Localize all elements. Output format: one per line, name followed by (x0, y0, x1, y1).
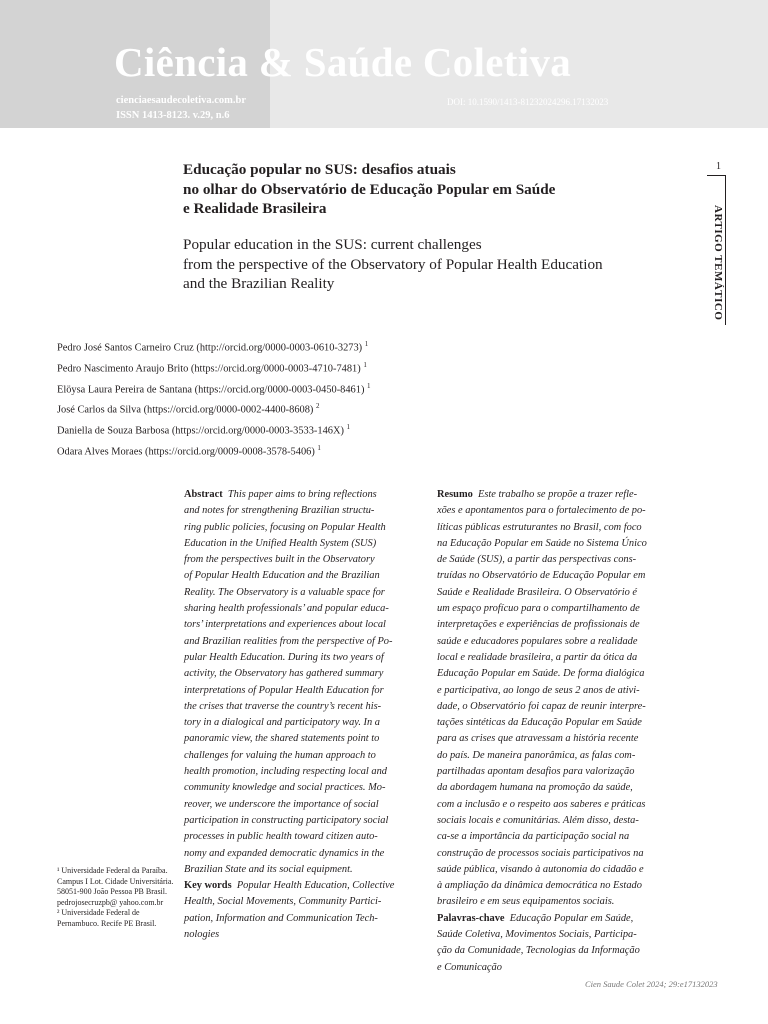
resumo-line: local e realidade brasileira, a partir da ótica da (437, 651, 638, 663)
resumo-line: saúde pública, visando à autonomia do cidadão e (437, 863, 644, 875)
abstract-line: tory in a dialogical and participatory way. In a (184, 717, 380, 729)
abstract-line: of Popular Health Education and the Brazilian (184, 570, 380, 582)
author-text: Daniella de Souza Barbosa (https://orcid.org/0000-0003-3533-146X) (57, 425, 344, 437)
journal-name: Ciência & Saúde Coletiva (114, 39, 572, 85)
resumo-label: Resumo (437, 489, 473, 500)
keywords-label: Key words (184, 880, 232, 892)
keywords-line: Saúde Coletiva, Movimentos Sociais, Participa- (437, 929, 637, 941)
resumo-line: tações sintéticas da Educação Popular em Saúde (437, 717, 642, 729)
abstract-line: health promotion, including respecting local and (184, 766, 387, 778)
resumo-line: e participativa, ao longo de seus 2 anos de ativi- (437, 684, 640, 696)
abstract-line: nomy and expanded democratic dynamics in the (184, 847, 385, 859)
author-affiliation-mark: 1 (364, 340, 369, 348)
abstract-line: Education in the Unified Health System (SUS) (184, 537, 377, 549)
resumo-line: Educação Popular em Saúde. De forma dialógica (437, 668, 645, 680)
resumo-line: um espaço profícuo para o compartilhamento de (437, 603, 640, 615)
resumo-body (437, 487, 673, 911)
affiliations (57, 866, 177, 930)
abstract-line: processes in public health toward citizen auto- (184, 831, 378, 843)
author-affiliation-mark: 1 (367, 381, 371, 390)
journal-issn: ISSN 1413-8123. v.29, n.6 (116, 110, 230, 121)
abstract-body (184, 487, 420, 878)
keywords-line: nologies (184, 929, 220, 941)
abstract-label: Abstract (184, 489, 223, 500)
page-number: 1 (716, 161, 721, 172)
abstract-line: panoramic view, the shared statements point to (184, 733, 380, 745)
resumo-line: na Educação Popular em Saúde no Sistema Único (437, 537, 647, 549)
abstract-line: participation in constructing participatory social (184, 814, 389, 826)
doi: DOI: 10.1590/1413-81232024296.17132023 (447, 97, 609, 107)
title-line: Educação popular no SUS: desafios atuais (183, 161, 456, 178)
abstract-line: Reality. The Observatory is a valuable space for (184, 586, 385, 598)
author-entry (57, 398, 371, 419)
abstract-keywords (184, 878, 420, 943)
keywords-line: e Comunicação (437, 961, 502, 973)
keywords-line: ção da Comunidade, Tecnologias da Informação (437, 945, 640, 957)
abstract-line: and notes for strengthening Brazilian structu- (184, 505, 375, 517)
resumo-line: ca-se a importância da participação social na (437, 831, 630, 843)
abstract-line: activity, the Observatory has gathered summary (184, 668, 384, 680)
resumo-line: da abordagem humana na promoção da saúde, (437, 782, 633, 794)
resumo-keywords (437, 911, 673, 976)
resumo-line: líticas públicas estruturantes no Brasil, com foco (437, 521, 642, 533)
resumo-line: partilhadas apontam desafios para valorização (437, 766, 635, 778)
author-entry (57, 336, 371, 357)
abstract-line: and Brazilian realities from the perspective of Po- (184, 635, 393, 647)
abstract-line: Brazilian State and its social equipment. (184, 863, 353, 875)
palavras-chave-label: Palavras-chave (437, 912, 505, 924)
resumo-line: para as crises que atravessam a história recente (437, 733, 639, 745)
title-line: and the Brazilian Reality (183, 275, 335, 292)
title-portuguese (183, 160, 683, 219)
resumo-line: do país. De maneira panorâmica, as falas com- (437, 749, 636, 761)
author-list (57, 336, 371, 461)
abstract-line: This paper aims to bring reflections (227, 489, 377, 500)
resumo-line: Saúde e Realidade Brasileira. O Observatório é (437, 586, 637, 598)
abstract-line: tors’ interpretations and experiences about local (184, 619, 386, 631)
resumo-line: xões e apontamentos para o fortalecimento de po- (437, 505, 646, 517)
affiliation-2: ² Universidade Federal de Pernambuco. Recife PE Brasil. (57, 908, 157, 928)
abstract-line: reover, we underscore the importance of social (184, 798, 379, 810)
abstract-line: community knowledge and social practices. Mo- (184, 782, 386, 794)
title-line: e Realidade Brasileira (183, 200, 327, 217)
journal-meta (116, 93, 246, 123)
title-line: Popular education in the SUS: current challenges (183, 236, 482, 253)
resumo-line: saúde e educadores populares sobre a realidade (437, 635, 638, 647)
keywords-line: Health, Social Movements, Community Partici- (184, 896, 382, 908)
abstract-line: from the perspectives built in the Observatory (184, 554, 375, 566)
abstract-line: the crises that traverse the country’s recent his- (184, 700, 382, 712)
abstract-line: pular Health Education. During its two years of (184, 651, 384, 663)
affiliation-1: ¹ Universidade Federal da Paraíba. Campus I Lot. Cidade Universitária. 58051-900 João Pessoa PB Brasil. pedrojosecruzpb@ yahoo.com.br (57, 866, 174, 907)
resumo-line: de Saúde (SUS), a partir das perspectivas cons- (437, 554, 637, 566)
abstract-line: ring public policies, focusing on Popular Health (184, 521, 386, 533)
title-line: no olhar do Observatório de Educação Popular em Saúde (183, 180, 556, 198)
keywords-line: Educação Popular em Saúde, (509, 912, 634, 924)
resumo-line: Este trabalho se propõe a trazer refle- (478, 489, 638, 500)
author-entry (57, 378, 371, 399)
citation-footer: Cien Saude Colet 2024; 29:e17132023 (585, 979, 718, 989)
resumo-line: truídas no Observatório de Educação Popular em (437, 570, 646, 582)
resumo-line: dade, o Observatório foi capaz de reunir interpre- (437, 700, 646, 712)
section-rule-horizontal (707, 175, 726, 176)
resumo-line: construção de processos sociais participativos na (437, 847, 644, 859)
resumo-line: com a inclusão e o respeito aos saberes e práticas (437, 798, 646, 810)
author-entry (57, 419, 371, 440)
author-text: Elöysa Laura Pereira de Santana (https://orcid.org/0000-0003-0450-8461) (57, 384, 365, 395)
section-label: ARTIGO TEMÁTICO (712, 205, 724, 321)
author-affiliation-mark: 2 (315, 402, 320, 411)
author-affiliation-mark: 1 (317, 443, 321, 452)
author-entry (57, 357, 371, 378)
resumo-line: interpretações e experiências de profissionais de (437, 619, 640, 631)
keywords-line: pation, Information and Communication Tech- (184, 912, 378, 924)
author-affiliation-mark: 1 (363, 360, 367, 369)
abstract-column (184, 487, 420, 943)
author-text: Pedro Nascimento Araujo Brito (https://orcid.org/0000-0003-4710-7481) (57, 363, 361, 375)
author-affiliation-mark: 1 (346, 423, 351, 432)
title-english (183, 235, 703, 294)
abstract-line: sharing health professionals’ and popular educa- (184, 603, 389, 615)
abstract-line: interpretations of Popular Health Education for (184, 684, 384, 696)
abstract-line: challenges for valuing the human approach to (184, 749, 376, 761)
author-text: Odara Alves Moraes (https://orcid.org/0009-0008-3578-5406) (57, 446, 315, 458)
journal-website: cienciaesaudecoletiva.com.br (116, 95, 247, 106)
title-line: from the perspective of the Observatory of Popular Health Education (183, 255, 603, 273)
resumo-line: à ampliação da dinâmica democrática no Estado (437, 880, 642, 892)
resumo-column (437, 487, 673, 976)
author-text: Pedro José Santos Carneiro Cruz (http://orcid.org/0000-0003-0610-3273) (57, 342, 363, 354)
journal-header (0, 0, 768, 128)
section-rule-vertical (725, 175, 726, 325)
author-text: José Carlos da Silva (https://orcid.org/0000-0002-4400-8608) (57, 404, 314, 416)
keywords-line: Popular Health Education, Collective (236, 880, 395, 892)
resumo-line: brasileiro e em seus equipamentos sociais. (437, 896, 615, 908)
resumo-line: sociais locais e comunitárias. Além disso, desta- (437, 814, 639, 826)
author-entry (57, 440, 371, 461)
